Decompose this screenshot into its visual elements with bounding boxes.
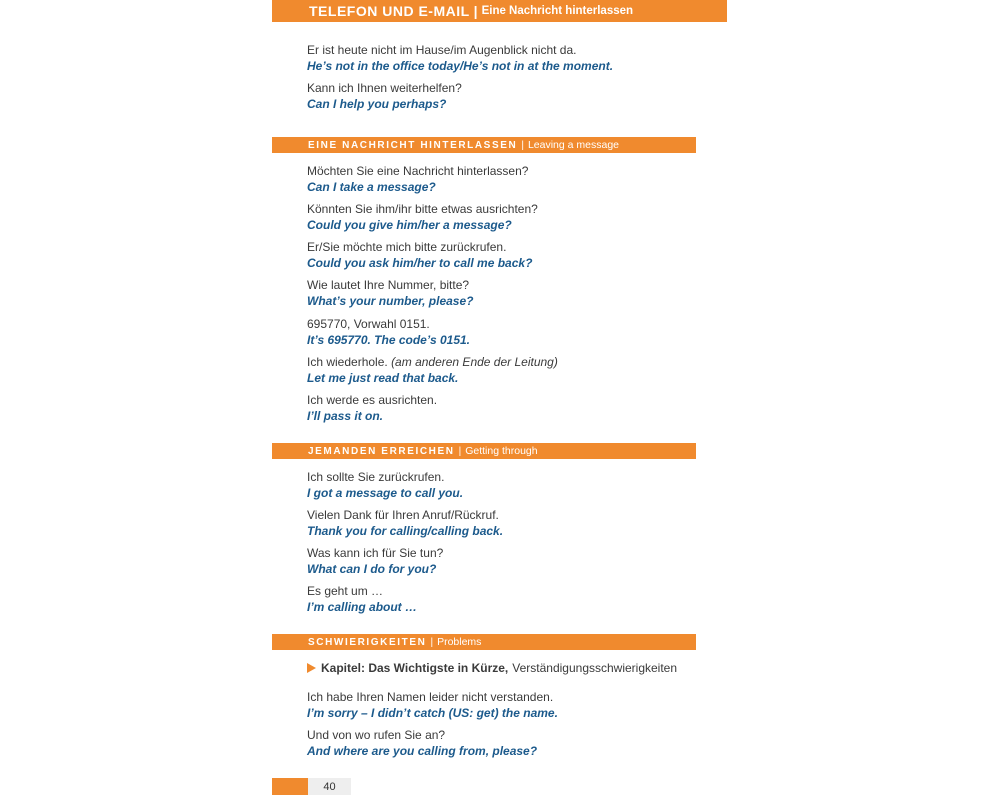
chapter-title: TELEFON UND E-MAIL <box>309 3 470 19</box>
german-phrase: Er ist heute nicht im Hause/im Augenblick nicht da. <box>307 43 577 57</box>
german-phrase: Ich sollte Sie zurückrufen. <box>307 470 445 484</box>
english-phrase: I’m sorry – I didn’t catch (US: get) the name. <box>307 706 558 720</box>
page-footer <box>272 778 351 795</box>
section-title: JEMANDEN ERREICHEN <box>308 445 455 457</box>
german-phrase: Ich werde es ausrichten. <box>307 393 438 407</box>
section-header-getting-through <box>272 443 696 459</box>
english-phrase: Thank you for calling/calling back. <box>307 524 504 538</box>
header-separator: | <box>473 3 478 19</box>
section-separator: | <box>458 445 462 457</box>
phrase-pair <box>307 81 462 112</box>
section-translation: Getting through <box>465 445 538 457</box>
english-phrase: What can I do for you? <box>307 562 437 576</box>
english-phrase: Could you ask him/her to call me back? <box>307 256 533 270</box>
xref-topic: Verständigungsschwierigkeiten <box>512 661 678 675</box>
german-phrase: Er/Sie möchte mich bitte zurückrufen. <box>307 240 507 254</box>
english-phrase: What’s your number, please? <box>307 294 474 308</box>
german-phrase: Möchten Sie eine Nachricht hinterlassen? <box>307 164 529 178</box>
section-translation: Leaving a message <box>527 139 619 151</box>
xref-chapter: Kapitel: Das Wichtigste in Kürze, <box>321 661 509 675</box>
phrase-pair <box>307 690 558 721</box>
english-phrase: Can I take a message? <box>307 180 436 194</box>
english-phrase: I got a message to call you. <box>307 486 464 500</box>
german-phrase: Was kann ich für Sie tun? <box>307 546 444 560</box>
german-phrase: Vielen Dank für Ihren Anruf/Rückruf. <box>307 508 499 522</box>
phrase-pair <box>307 728 537 759</box>
german-phrase: Und von wo rufen Sie an? <box>307 728 446 742</box>
phrase-pair <box>307 508 503 539</box>
chapter-cross-reference <box>307 661 677 675</box>
english-phrase: Could you give him/her a message? <box>307 218 512 232</box>
section-translation: Problems <box>437 636 482 648</box>
phrase-pair <box>307 240 532 271</box>
english-phrase: I’m calling about … <box>307 600 418 614</box>
phrase-pair <box>307 470 463 501</box>
phrase-pair <box>307 317 470 348</box>
phrase-pair <box>307 546 443 577</box>
section-header-problems <box>272 634 696 650</box>
german-phrase: Könnten Sie ihm/ihr bitte etwas ausrichten? <box>307 202 538 216</box>
english-phrase: It’s 695770. The code’s 0151. <box>307 333 470 347</box>
section-title: SCHWIERIGKEITEN <box>308 636 427 648</box>
german-phrase: Wie lautet Ihre Nummer, bitte? <box>307 278 470 292</box>
german-phrase: Es geht um … <box>307 584 384 598</box>
section-separator: | <box>430 636 434 648</box>
usage-note: (am anderen Ende der Leitung) <box>391 355 558 369</box>
english-phrase: And where are you calling from, please? <box>307 744 538 758</box>
chapter-subtitle: Eine Nachricht hinterlassen <box>481 5 634 17</box>
english-phrase: Let me just read that back. <box>307 371 459 385</box>
arrow-right-icon <box>307 663 316 673</box>
phrase-pair <box>307 164 528 195</box>
german-phrase <box>307 355 558 370</box>
section-header-leaving-message <box>272 137 696 153</box>
section-separator: | <box>521 139 524 151</box>
phrase-pair <box>307 43 613 74</box>
phrase-pair <box>307 584 417 615</box>
footer-accent <box>272 778 308 795</box>
english-phrase: Can I help you perhaps? <box>307 97 447 111</box>
german-phrase: Kann ich Ihnen weiterhelfen? <box>307 81 462 95</box>
english-phrase: He’s not in the office today/He’s not in at the moment. <box>307 59 614 73</box>
phrase-pair <box>307 278 474 309</box>
phrase-pair <box>307 355 558 386</box>
section-title: EINE NACHRICHT HINTERLASSEN <box>308 139 518 151</box>
german-phrase-text: Ich wiederhole. <box>307 355 388 369</box>
phrase-pair <box>307 202 538 233</box>
german-phrase: Ich habe Ihren Namen leider nicht verstanden. <box>307 690 554 704</box>
english-phrase: I’ll pass it on. <box>307 409 384 423</box>
chapter-header <box>272 0 727 22</box>
phrase-pair <box>307 393 437 424</box>
page-number: 40 <box>308 778 351 795</box>
german-phrase: 695770, Vorwahl 0151. <box>307 317 430 331</box>
